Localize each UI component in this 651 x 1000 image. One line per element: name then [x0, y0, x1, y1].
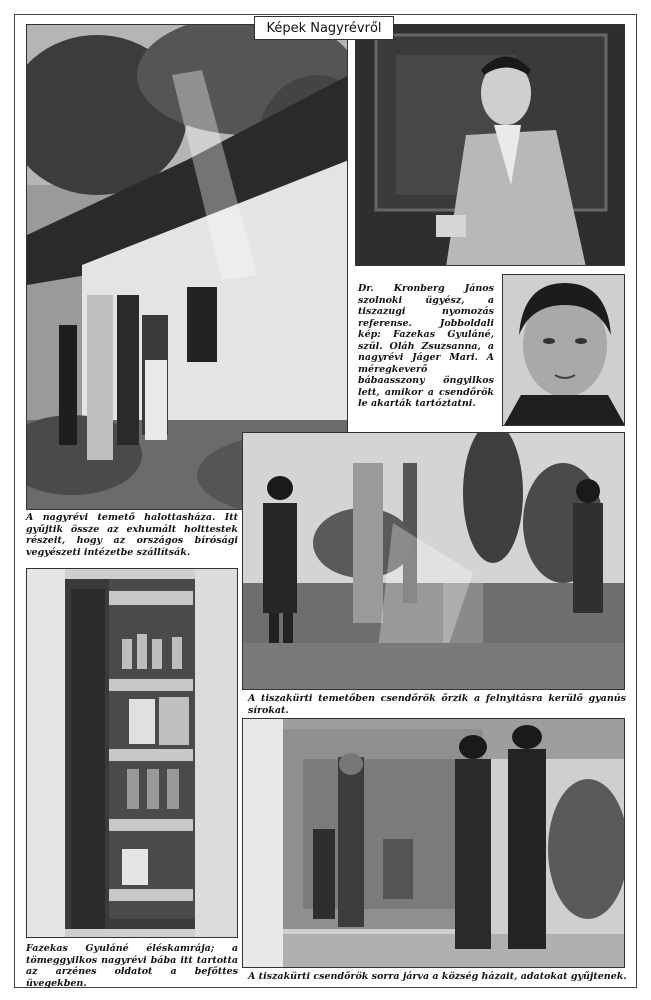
cemetery-photo	[242, 432, 625, 690]
kronberg-portrait-caption: Dr. Kronberg János szolnoki ügyész, a tiszazugi nyomozás referense. Jobboldali kép: Fazekas Gyuláné, szül. Oláh Zsuzsanna, a nagyrévi Jáger Mari. A méregkeverő bábaasszony öngyilkos lett, amikor a csendőrök le akarták tartóztatni.	[358, 283, 494, 409]
kronberg-photo	[355, 24, 625, 266]
portrait-photo	[502, 274, 625, 426]
pantry-photo	[26, 568, 238, 938]
page-title: Képek Nagyrévről	[254, 16, 394, 40]
pantry-caption: Fazekas Gyuláné éléskamrája; a tömeggyilkos nagyrévi bába itt tartotta az arzénes oldatot a befőttes üvegekben.	[26, 943, 238, 989]
mortuary-caption: A nagyrévi temető halottasháza. Itt gyűjtik össze az exhumált holttestek részeit, hogy az országos bírósági vegyészeti intézetbe szállítsák.	[26, 512, 238, 558]
gendarmes-photo	[242, 718, 625, 968]
gendarmes-caption: A tiszakürti csendőrök sorra járva a község házait, adatokat gyűjtenek.	[248, 971, 627, 982]
cemetery-caption: A tiszakürti temetőben csendőrök őrzik a felnyitásra kerülő gyanús sírokat.	[248, 693, 626, 716]
